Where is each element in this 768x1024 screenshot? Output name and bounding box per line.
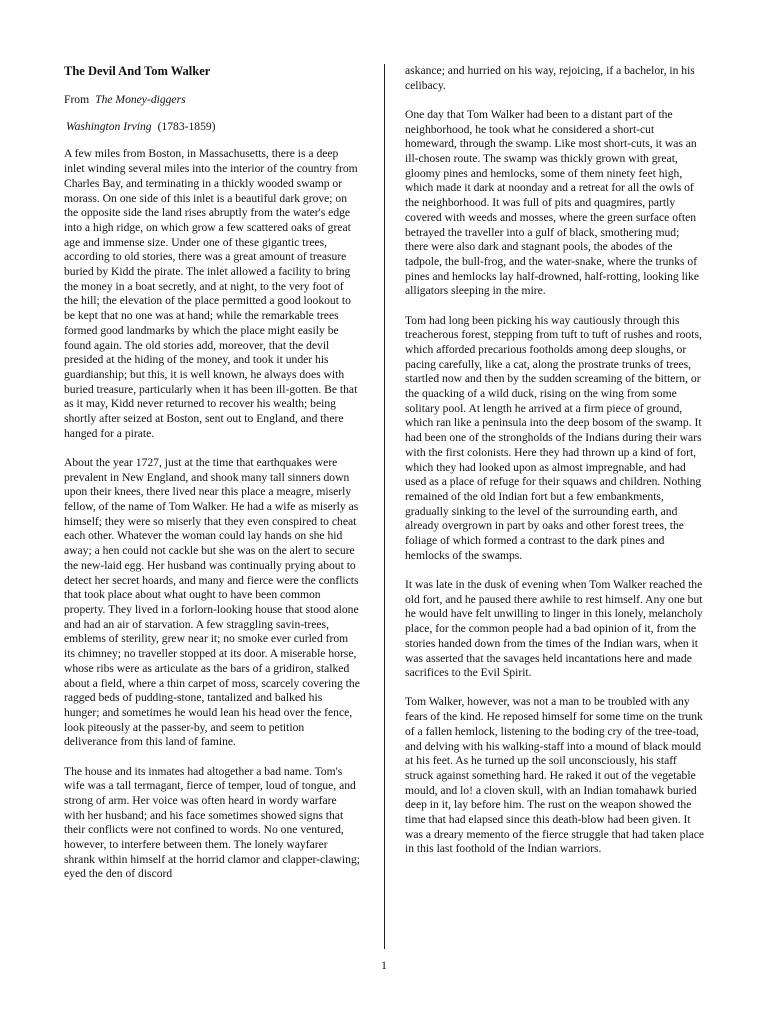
author-name: Washington Irving xyxy=(66,119,152,133)
right-column xyxy=(405,64,705,872)
paragraph: The house and its inmates had altogether a bad name. Tom's wife was a tall termagant, fierce of temper, loud of tongue, and strong of arm. Her voice was often heard in wordy warfare with her husband; and his face sometimes showed signs that their conflicts were not confined to words. No one ventured, however, to interfere between them. The lonely wayfarer shrank within himself at the horrid clamor and clapper-clawing; eyed the den of discord xyxy=(64,764,360,881)
paragraph: A few miles from Boston, in Massachusetts, there is a deep inlet winding several miles into the interior of the country from Charles Bay, and terminating in a thickly wooded swamp or morass. On one side of this inlet is a beautiful dark grove; on the opposite side the land rises abruptly from the water's edge into a high ridge, on which grow a few scattered oaks of great age and immense size. Under one of these gigantic trees, according to old stories, there was a great amount of treasure buried by Kidd the pirate. The inlet allowed a facility to bring the money in a boat secretly, and at night, to the very foot of the hill; the elevation of the place permitted a good lookout to be kept that no one was at hand; while the remarkable trees formed good landmarks by which the place might easily be found again. The old stories add, moreover, that the devil presided at the hiding of the money, and took it under his guardianship; but this, it is well known, he always does with buried treasure, particularly when it has been ill-gotten. Be that as it may, Kidd never returned to recover his wealth; being shortly after seized at Boston, sent out to England, and there hanged for a pirate. xyxy=(64,147,358,440)
paragraph: Tom had long been picking his way cautiously through this treacherous forest, stepping from tuft to tuft of rushes and roots, which afforded precarious footholds among deep sloughs, or pacing carefully, like a cat, along the prostrate trunks of trees, startled now and then by the sudden screaming of the bittern, or the quacking of a wild duck, rising on the wing from some solitary pool. At length he arrived at a firm piece of ground, which ran like a peninsula into the deep bosom of the swamp. It had been one of the strongholds of the Indians during their wars with the first colonists. Here they had thrown up a kind of fort, which they had looked upon as almost impregnable, and had used as a place of refuge for their squaws and children. Nothing remained of the old Indian fort but a few embankments, gradually sinking to the level of the surrounding earth, and already overgrown in part by oaks and other forest trees, the foliage of which formed a contrast to the dark pines and hemlocks of the swamps. xyxy=(405,313,702,562)
page-number: 1 xyxy=(381,960,387,972)
paragraph: About the year 1727, just at the time that earthquakes were prevalent in New England, and shook many tall sinners down upon their knees, there lived near this place a meagre, miserly fellow, of the name of Tom Walker. He had a wife as miserly as himself; they were so miserly that they even conspired to cheat each other. Whatever the woman could lay hands on she hid away; a hen could not cackle but she was on the alert to secure the new-laid egg. Her husband was continually prying about to detect her secret hoards, and many and fierce were the conflicts that took place about what ought to have been common property. They lived in a forlorn-looking house that stood alone and had an air of starvation. A few straggling savin-trees, emblems of sterility, grew near it; no smoke ever curled from its chimney; no traveller stopped at its door. A miserable horse, whose ribs were as articulate as the bars of a gridiron, stalked about a field, where a thin carpet of moss, scarcely covering the ragged beds of pudding-stone, tantalized and balked his hunger; and sometimes he would lean his head over the fence, look piteously at the passer-by, and seem to petition deliverance from this land of famine. xyxy=(64,455,360,749)
paragraph: Tom Walker, however, was not a man to be troubled with any fears of the kind. He reposed himself for some time on the trunk of a fallen hemlock, listening to the boding cry of the tree-toad, and delving with his walking-staff into a mound of black mould at his feet. As he turned up the soil unconsciously, his staff struck against something hard. He raked it out of the vegetable mould, and lo! a cloven skull, with an Indian tomahawk buried deep in it, lay before him. The rust on the weapon showed the time that had elapsed since this death-blow had been given. It was a dreary memento of the fierce struggle that had taken place in this last foothold of the Indian warriors. xyxy=(405,695,705,856)
document-title: The Devil And Tom Walker xyxy=(64,64,211,78)
paragraph: askance; and hurried on his way, rejoicing, if a bachelor, in his celibacy. xyxy=(405,64,695,92)
author-years: (1783-1859) xyxy=(157,119,216,133)
source-book-title: The Money-diggers xyxy=(95,93,186,106)
paragraph: One day that Tom Walker had been to a distant part of the neighborhood, he took what he considered a short-cut homeward, through the swamp. Like most short-cuts, it was an ill-chosen route. The swamp was thickly grown with great, gloomy pines and hemlocks, some of them ninety feet high, which made it dark at noonday and a retreat for all the owls of the neighborhood. It was full of pits and quagmires, partly covered with weeds and mosses, where the green surface often betrayed the traveller into a gulf of black, smothering mud; there were also dark and stagnant pools, the abodes of the tadpole, the bull-frog, and the water-snake, where the trunks of pines and hemlocks lay half-drowned, half-rotting, looking like alligators sleeping in the mire. xyxy=(405,107,699,298)
paragraph: It was late in the dusk of evening when Tom Walker reached the old fort, and he paused there awhile to rest himself. Any one but he would have felt unwilling to linger in this lonely, melancholy place, for the common people had a bad opinion of it, from the stories handed down from the times of the Indian wars, when it was asserted that the savages held incantations here and made sacrifices to the Evil Spirit. xyxy=(405,578,703,680)
author-line xyxy=(64,120,360,135)
left-column xyxy=(64,64,360,897)
source-prefix: From xyxy=(64,93,90,106)
column-divider xyxy=(384,64,385,949)
source-line xyxy=(64,93,360,108)
